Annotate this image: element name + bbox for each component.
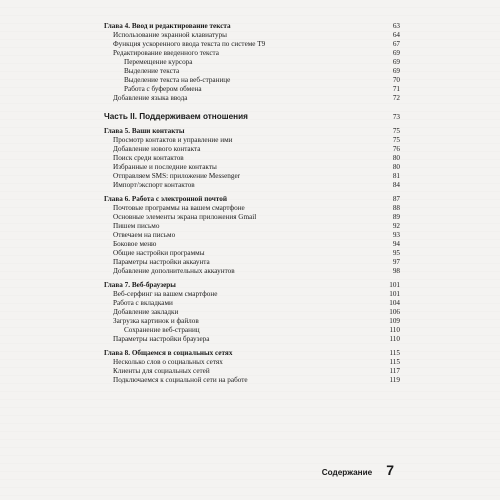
toc-entry	[104, 358, 400, 367]
entry-text: Общие настройки программы	[113, 249, 205, 257]
entry-text: Основные элементы экрана приложения Gmail	[113, 213, 257, 221]
page-ref: 75	[392, 136, 400, 144]
entry-text: Почтовые программы на вашем смартфоне	[113, 204, 245, 212]
entry-text: Загрузка картинок и файлов	[113, 317, 199, 325]
chapter-title-text: Глава 7. Веб-браузеры	[104, 281, 176, 289]
chapter-6-block	[104, 195, 400, 276]
page-number: 7	[386, 462, 394, 478]
entry-text: Редактирование введенного текста	[113, 49, 219, 57]
page-ref: 80	[392, 154, 400, 162]
page-ref: 69	[392, 67, 400, 75]
toc-entry	[104, 136, 400, 145]
entry-text: Боковое меню	[113, 240, 157, 248]
page-ref: 67	[392, 40, 400, 48]
page-ref: 109	[389, 317, 400, 325]
entry-text: Поиск среди контактов	[113, 154, 184, 162]
toc-entry	[104, 40, 400, 49]
toc-entry	[104, 317, 400, 326]
entry-text: Клиенты для социальных сетей	[113, 367, 210, 375]
page-ref: 104	[389, 299, 400, 307]
page-ref: 81	[392, 172, 400, 180]
toc-entry	[104, 376, 400, 385]
chapter-title	[104, 281, 400, 290]
toc-entry	[104, 249, 400, 258]
chapter-title-text: Глава 4. Ввод и редактирование текста	[104, 22, 231, 30]
chapter-8-block	[104, 349, 400, 385]
toc-entry	[104, 31, 400, 40]
page-ref: 72	[392, 94, 400, 102]
toc-entry	[104, 94, 400, 103]
entry-text: Избранные и последние контакты	[113, 163, 217, 171]
entry-text: Пишем письмо	[113, 222, 160, 230]
part-title: Часть II. Поддерживаем отношения	[104, 112, 248, 121]
toc-entry	[104, 222, 400, 231]
toc-entry	[104, 240, 400, 249]
page-ref: 75	[392, 127, 400, 135]
entry-text: Выделение текста	[124, 67, 180, 75]
page-ref: 110	[389, 326, 400, 334]
entry-text: Подключаемся к социальной сети на работе	[113, 376, 248, 384]
entry-text: Отвечаем на письмо	[113, 231, 176, 239]
toc-entry	[104, 204, 400, 213]
entry-text: Веб-серфинг на вашем смартфоне	[113, 290, 218, 298]
entry-text: Параметры настройки аккаунта	[113, 258, 210, 266]
page-ref: 92	[392, 222, 400, 230]
page-ref: 89	[392, 213, 400, 221]
page-ref: 101	[389, 281, 400, 289]
page-ref: 117	[389, 367, 400, 375]
page-ref: 106	[389, 308, 400, 316]
page-ref: 88	[392, 204, 400, 212]
entry-text: Сохранение веб-страниц	[124, 326, 200, 334]
page-ref: 80	[392, 163, 400, 171]
page-ref: 64	[392, 31, 400, 39]
page-ref: 98	[392, 267, 400, 275]
toc-entry	[104, 308, 400, 317]
toc-entry	[104, 172, 400, 181]
toc-entry	[104, 267, 400, 276]
entry-text: Использование экранной клавиатуры	[113, 31, 228, 39]
toc-entry	[104, 163, 400, 172]
toc-entry	[104, 145, 400, 154]
toc-entry	[104, 49, 400, 58]
entry-text: Добавление закладки	[113, 308, 179, 316]
entry-text: Добавление нового контакта	[113, 145, 201, 153]
page-ref: 101	[389, 290, 400, 298]
entry-text: Добавление дополнительных аккаунтов	[113, 267, 235, 275]
toc-subentry	[104, 326, 400, 335]
entry-text: Выделение текста на веб-странице	[124, 76, 231, 84]
toc-entry	[104, 181, 400, 190]
part-heading	[104, 111, 400, 123]
chapter-4-block	[104, 22, 400, 103]
toc-entry	[104, 299, 400, 308]
chapter-title	[104, 349, 400, 358]
toc-subentry	[104, 58, 400, 67]
toc-entry	[104, 154, 400, 163]
page-ref: 87	[392, 195, 400, 203]
page-ref: 63	[392, 22, 400, 30]
entry-text: Несколько слов о социальных сетях	[113, 358, 223, 366]
chapter-title-text: Глава 5. Ваши контакты	[104, 127, 185, 135]
page-ref: 69	[392, 49, 400, 57]
page-ref: 115	[389, 349, 400, 357]
page-footer	[322, 462, 394, 478]
entry-text: Импорт/экспорт контактов	[113, 181, 195, 189]
page-ref: 76	[392, 145, 400, 153]
running-footer-label: Содержание	[321, 468, 373, 477]
table-of-contents	[104, 22, 400, 390]
entry-text: Функция ускоренного ввода текста по системе Т9	[113, 40, 266, 48]
toc-subentry	[104, 76, 400, 85]
chapter-title-text: Глава 6. Работа с электронной почтой	[104, 195, 227, 203]
page-ref: 110	[389, 335, 400, 343]
page-ref: 115	[389, 358, 400, 366]
page-ref: 71	[392, 85, 400, 93]
entry-text: Работа с вкладками	[113, 299, 173, 307]
page-ref: 119	[389, 376, 400, 384]
page-ref: 84	[392, 181, 400, 189]
page-ref: 97	[392, 258, 400, 266]
entry-text: Параметры настройки браузера	[113, 335, 210, 343]
entry-text: Просмотр контактов и управление ими	[113, 136, 233, 144]
chapter-7-block	[104, 281, 400, 344]
page-ref: 69	[392, 58, 400, 66]
chapter-title-text: Глава 8. Общаемся в социальных сетях	[104, 349, 233, 357]
toc-entry	[104, 231, 400, 240]
page-ref: 94	[392, 240, 400, 248]
entry-text: Добавление языка ввода	[113, 94, 188, 102]
toc-subentry	[104, 67, 400, 76]
toc-entry	[104, 213, 400, 222]
entry-text: Работа с буфером обмена	[124, 85, 202, 93]
toc-entry	[104, 258, 400, 267]
chapter-title	[104, 22, 400, 31]
entry-text: Перемещение курсора	[124, 58, 193, 66]
page-ref: 70	[392, 76, 400, 84]
chapter-title	[104, 195, 400, 204]
toc-subentry	[104, 85, 400, 94]
toc-entry	[104, 335, 400, 344]
page-ref: 73	[392, 113, 400, 121]
entry-text: Отправляем SMS: приложение Messenger	[113, 172, 241, 180]
chapter-title	[104, 127, 400, 136]
page-ref: 95	[392, 249, 400, 257]
toc-entry	[104, 290, 400, 299]
chapter-5-block	[104, 127, 400, 190]
page-ref: 93	[392, 231, 400, 239]
toc-entry	[104, 367, 400, 376]
